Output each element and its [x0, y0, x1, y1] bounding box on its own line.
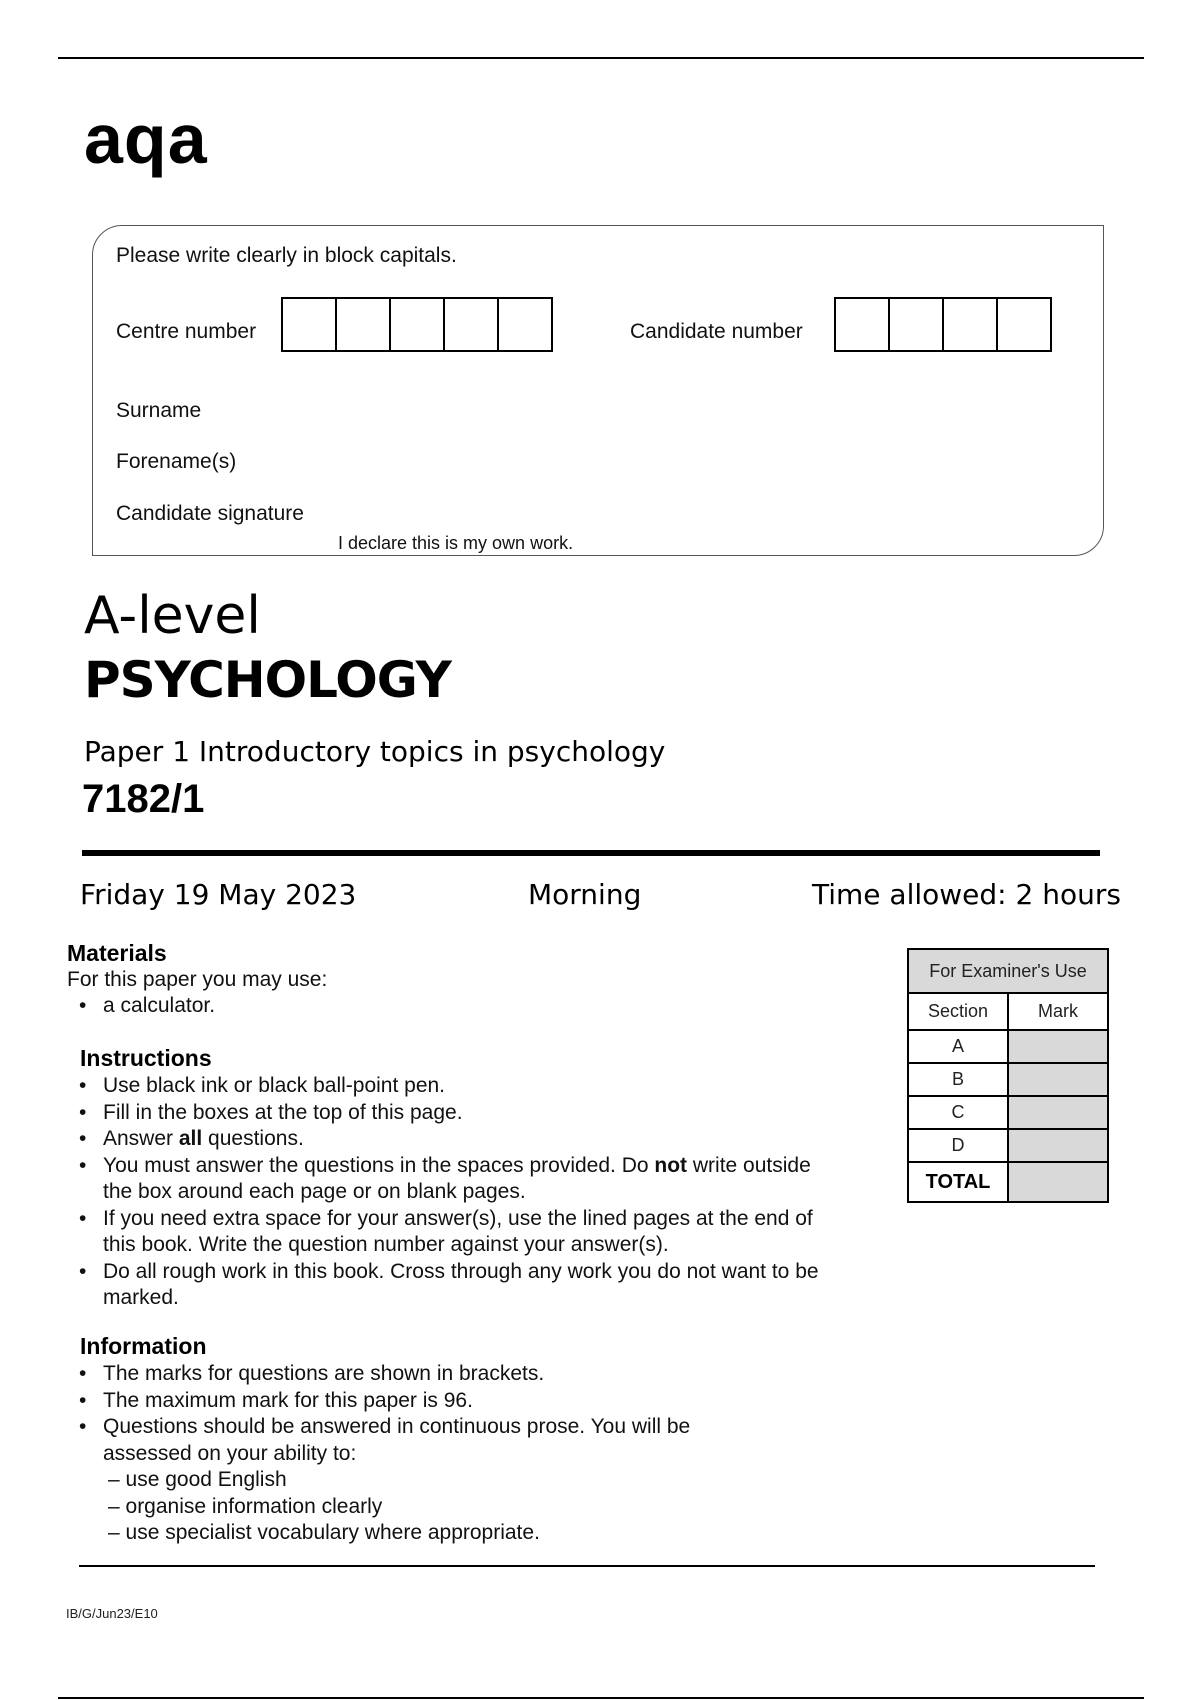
mark-cell	[1008, 1030, 1108, 1063]
centre-number-label: Centre number	[116, 320, 257, 343]
mark-column-header: Mark	[1008, 993, 1108, 1030]
exam-date: Friday 19 May 2023	[80, 878, 357, 911]
section-cell: C	[908, 1096, 1008, 1129]
total-mark-cell	[1008, 1162, 1108, 1202]
candidate-number-box[interactable]	[996, 297, 1052, 352]
materials-list	[103, 993, 215, 1020]
candidate-number-box[interactable]	[834, 297, 890, 352]
mark-cell	[1008, 1129, 1108, 1162]
examiners-use-table	[907, 948, 1109, 1203]
bottom-section-rule	[79, 1565, 1095, 1567]
subject-title: PSYCHOLOGY	[84, 651, 451, 709]
information-list	[103, 1361, 743, 1467]
title-rule	[82, 850, 1100, 856]
instruction-item: • Answer all questions.	[103, 1126, 823, 1153]
bottom-rule	[58, 1697, 1144, 1699]
information-heading: Information	[80, 1333, 207, 1359]
information-subitems	[108, 1467, 540, 1547]
examiners-use-title: For Examiner's Use	[908, 949, 1108, 993]
candidate-number-box[interactable]	[888, 297, 944, 352]
centre-number-box[interactable]	[335, 297, 391, 352]
information-item: • Questions should be answered in continuous prose. You will be assessed on your ability to:	[103, 1414, 743, 1467]
information-item: • The maximum mark for this paper is 96.	[103, 1388, 743, 1415]
top-rule	[58, 57, 1144, 59]
information-subitem: – use good English	[108, 1468, 287, 1491]
block-capitals-instruction: Please write clearly in block capitals.	[116, 244, 457, 267]
centre-number-box[interactable]	[443, 297, 499, 352]
mark-cell	[1008, 1063, 1108, 1096]
declaration-text: I declare this is my own work.	[338, 533, 574, 553]
aqa-logo: aqa	[84, 100, 208, 178]
instruction-item: • Fill in the boxes at the top of this page.	[103, 1100, 823, 1127]
paper-title: Paper 1 Introductory topics in psychology	[84, 735, 666, 768]
information-item: • The marks for questions are shown in brackets.	[103, 1361, 743, 1388]
instruction-item: • If you need extra space for your answer(s), use the lined pages at the end of this book. Write the question number against your answer(s).	[103, 1206, 823, 1259]
footer-code: IB/G/Jun23/E10	[66, 1606, 158, 1621]
centre-number-box[interactable]	[389, 297, 445, 352]
instructions-list	[103, 1073, 823, 1312]
section-column-header: Section	[908, 993, 1008, 1030]
time-allowed: Time allowed: 2 hours	[812, 878, 1121, 911]
information-subitem: – organise information clearly	[108, 1494, 383, 1518]
section-cell: D	[908, 1129, 1008, 1162]
centre-number-boxes	[281, 297, 553, 352]
mark-cell	[1008, 1096, 1108, 1129]
information-subitem: – use specialist vocabulary where appropriate.	[108, 1521, 540, 1544]
forename-label: Forename(s)	[116, 450, 237, 473]
candidate-number-boxes	[834, 297, 1052, 352]
exam-session: Morning	[528, 878, 642, 911]
instruction-item: • You must answer the questions in the spaces provided. Do not write outside the box around each page or on blank pages.	[103, 1153, 823, 1206]
paper-code: 7182/1	[82, 777, 205, 821]
instruction-item: • Do all rough work in this book. Cross through any work you do not want to be marked.	[103, 1259, 823, 1312]
signature-label: Candidate signature	[116, 502, 304, 525]
centre-number-box[interactable]	[281, 297, 337, 352]
materials-intro: For this paper you may use:	[67, 968, 328, 991]
candidate-number-box[interactable]	[942, 297, 998, 352]
instructions-heading: Instructions	[80, 1045, 212, 1071]
surname-label: Surname	[116, 399, 202, 422]
centre-number-box[interactable]	[497, 297, 553, 352]
instruction-item: • Use black ink or black ball-point pen.	[103, 1073, 823, 1100]
qualification-title: A-level	[84, 586, 261, 646]
section-cell: A	[908, 1030, 1008, 1063]
materials-heading: Materials	[67, 940, 167, 966]
materials-item: • a calculator.	[103, 993, 215, 1020]
section-cell: B	[908, 1063, 1008, 1096]
candidate-number-label: Candidate number	[630, 320, 803, 343]
total-label: TOTAL	[908, 1162, 1008, 1202]
